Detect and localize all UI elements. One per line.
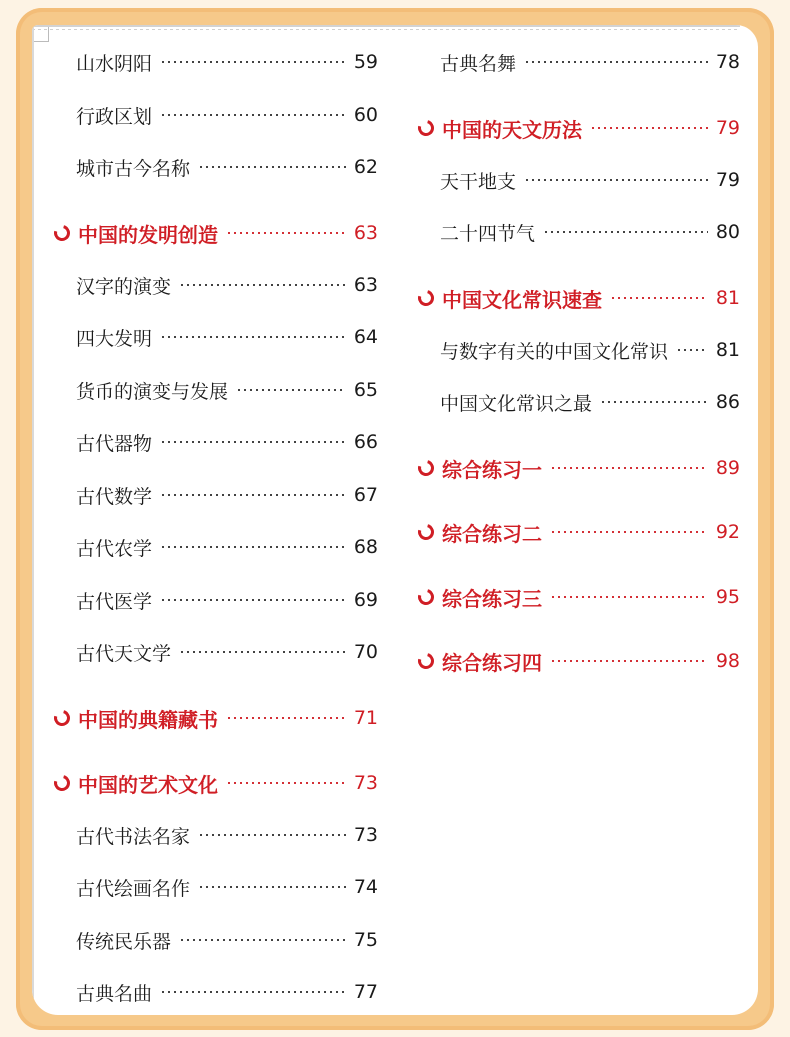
toc-page-number: 68 — [353, 536, 378, 558]
toc-entry-title: 古代农学 — [76, 537, 153, 560]
toc-page-number: 89 — [715, 457, 740, 479]
toc-page-number: 77 — [353, 981, 378, 1003]
dot-leader — [524, 179, 708, 181]
toc-page-number: 73 — [353, 772, 378, 794]
toc-entry-title: 行政区划 — [76, 105, 153, 128]
toc-entry-title: 综合练习二 — [442, 521, 542, 546]
toc-entry[interactable] — [76, 585, 378, 615]
section-bullet-icon — [415, 650, 437, 672]
toc-entry-title: 综合练习一 — [442, 457, 542, 482]
toc-entry-title: 古典名舞 — [440, 52, 517, 75]
dot-leader — [226, 782, 346, 784]
left-rule — [32, 25, 34, 1015]
toc-page-number: 69 — [353, 589, 378, 611]
top-rule — [32, 25, 740, 27]
toc-entry[interactable] — [76, 47, 378, 77]
toc-page-number: 95 — [715, 586, 740, 608]
toc-entry-title: 与数字有关的中国文化常识 — [440, 340, 669, 363]
section-bullet-icon — [51, 772, 73, 794]
toc-entry[interactable] — [76, 925, 378, 955]
toc-page-number: 92 — [715, 521, 740, 543]
toc-entry-title: 古代器物 — [76, 432, 153, 455]
section-bullet-icon — [415, 457, 437, 479]
dot-leader — [676, 349, 708, 351]
toc-section-heading[interactable] — [54, 703, 378, 733]
toc-entry-title: 古代书法名家 — [76, 825, 191, 848]
toc-entry-title: 山水阴阳 — [76, 52, 153, 75]
toc-entry-title: 古代医学 — [76, 590, 153, 613]
toc-entry[interactable] — [76, 637, 378, 667]
toc-entry-title: 中国文化常识速查 — [442, 287, 602, 312]
toc-section-heading[interactable] — [54, 768, 378, 798]
dot-leader — [550, 660, 708, 662]
toc-section-heading[interactable] — [418, 646, 740, 676]
section-bullet-icon — [415, 586, 437, 608]
toc-entry[interactable] — [76, 100, 378, 130]
dot-leader — [610, 297, 708, 299]
section-bullet-icon — [415, 117, 437, 139]
toc-page-number: 81 — [715, 287, 740, 309]
dot-leader — [179, 284, 346, 286]
toc-page-number: 70 — [353, 641, 378, 663]
toc-page-number: 81 — [715, 339, 740, 361]
dot-leader — [198, 886, 346, 888]
dot-leader — [179, 651, 346, 653]
toc-entry[interactable] — [76, 152, 378, 182]
dot-leader — [160, 599, 346, 601]
dot-leader — [600, 401, 708, 403]
toc-entry-title: 古代天文学 — [76, 642, 172, 665]
toc-entry-title: 中国文化常识之最 — [440, 392, 593, 415]
dot-leader — [226, 717, 346, 719]
toc-page-number: 67 — [353, 484, 378, 506]
toc-page-number: 86 — [715, 391, 740, 413]
section-bullet-icon — [415, 521, 437, 543]
toc-entry[interactable] — [440, 165, 740, 195]
toc-entry-title: 中国的天文历法 — [442, 117, 582, 142]
dot-leader — [590, 127, 708, 129]
toc-entry[interactable] — [76, 270, 378, 300]
section-bullet-icon — [51, 707, 73, 729]
dot-leader — [160, 991, 346, 993]
toc-page-number: 79 — [715, 169, 740, 191]
toc-entry[interactable] — [440, 217, 740, 247]
dot-leader — [236, 389, 346, 391]
corner-ornament — [34, 27, 49, 42]
toc-page-number: 66 — [353, 431, 378, 453]
dot-leader — [160, 494, 346, 496]
toc-entry-title: 城市古今名称 — [76, 157, 191, 180]
dot-leader — [550, 596, 708, 598]
dot-leader — [198, 166, 346, 168]
toc-page-number: 98 — [715, 650, 740, 672]
toc-page-number: 63 — [353, 274, 378, 296]
toc-entry-title: 二十四节气 — [440, 222, 536, 245]
toc-entry[interactable] — [440, 335, 740, 365]
toc-page-number: 63 — [353, 222, 378, 244]
toc-page-number: 60 — [353, 104, 378, 126]
toc-page — [32, 25, 758, 1015]
toc-page-number: 78 — [715, 51, 740, 73]
dot-leader — [524, 61, 708, 63]
toc-entry[interactable] — [76, 480, 378, 510]
toc-page-number: 79 — [715, 117, 740, 139]
toc-entry[interactable] — [76, 322, 378, 352]
toc-entry-title: 综合练习三 — [442, 586, 542, 611]
toc-entry-title: 中国的艺术文化 — [78, 772, 218, 797]
section-bullet-icon — [51, 222, 73, 244]
toc-page-number: 75 — [353, 929, 378, 951]
toc-entry-title: 古典名曲 — [76, 982, 153, 1005]
toc-entry[interactable] — [76, 820, 378, 850]
dot-leader — [160, 61, 346, 63]
dot-leader — [226, 232, 346, 234]
dot-leader — [550, 467, 708, 469]
dot-leader — [160, 546, 346, 548]
toc-entry[interactable] — [440, 47, 740, 77]
dot-leader — [179, 939, 346, 941]
toc-page-number: 80 — [715, 221, 740, 243]
toc-section-heading[interactable] — [418, 283, 740, 313]
toc-entry-title: 货币的演变与发展 — [76, 380, 229, 403]
toc-section-heading[interactable] — [54, 218, 378, 248]
dot-leader — [160, 114, 346, 116]
toc-entry[interactable] — [440, 387, 740, 417]
toc-entry-title: 传统民乐器 — [76, 930, 172, 953]
toc-entry-title: 汉字的演变 — [76, 275, 172, 298]
toc-entry[interactable] — [76, 375, 378, 405]
section-bullet-icon — [415, 287, 437, 309]
toc-entry-title: 古代数学 — [76, 485, 153, 508]
toc-section-heading[interactable] — [418, 113, 740, 143]
toc-entry-title: 中国的发明创造 — [78, 222, 218, 247]
toc-entry[interactable] — [76, 977, 378, 1007]
toc-section-heading[interactable] — [418, 517, 740, 547]
toc-page-number: 62 — [353, 156, 378, 178]
toc-entry[interactable] — [76, 427, 378, 457]
toc-entry-title: 中国的典籍藏书 — [78, 707, 218, 732]
dot-leader — [543, 231, 708, 233]
toc-page-number: 73 — [353, 824, 378, 846]
toc-page-number: 65 — [353, 379, 378, 401]
toc-page-number: 59 — [353, 51, 378, 73]
dot-leader — [550, 531, 708, 533]
toc-page-number: 74 — [353, 876, 378, 898]
toc-entry[interactable] — [76, 872, 378, 902]
toc-entry-title: 古代绘画名作 — [76, 877, 191, 900]
toc-section-heading[interactable] — [418, 582, 740, 612]
toc-entry[interactable] — [76, 532, 378, 562]
toc-section-heading[interactable] — [418, 453, 740, 483]
dot-leader — [160, 441, 346, 443]
dot-leader — [198, 834, 346, 836]
toc-page-number: 64 — [353, 326, 378, 348]
toc-entry-title: 天干地支 — [440, 170, 517, 193]
toc-entry-title: 四大发明 — [76, 327, 153, 350]
toc-entry-title: 综合练习四 — [442, 650, 542, 675]
toc-page-number: 71 — [353, 707, 378, 729]
dot-leader — [160, 336, 346, 338]
